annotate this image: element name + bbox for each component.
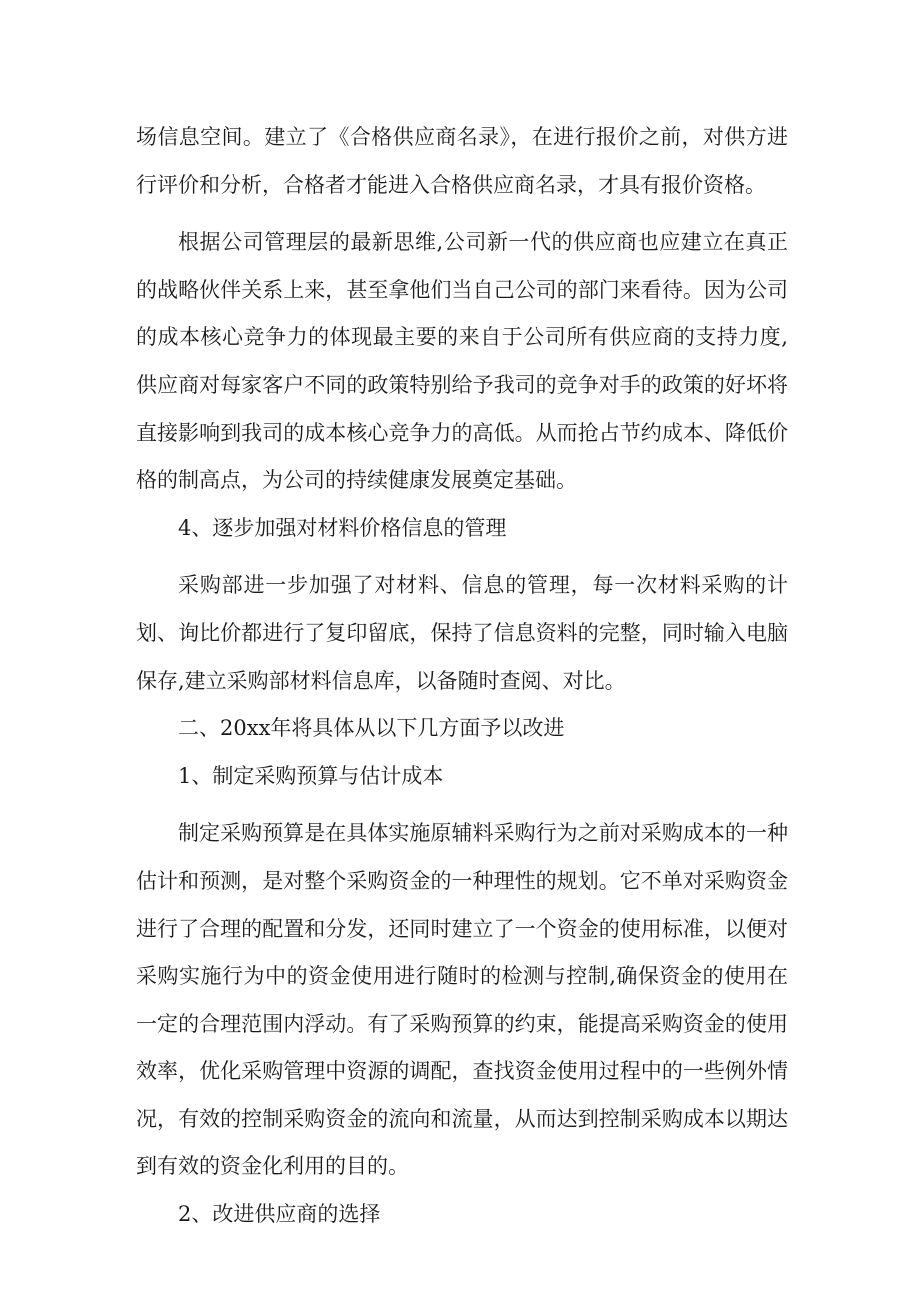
paragraph-1: 场信息空间。建立了《合格供应商名录》，在进行报价之前，对供方进行评价和分析，合格者才能进入合格供应商名录，才具有报价资格。 — [136, 125, 788, 197]
section-heading-improvements: 二、20xx年将具体从以下几方面予以改进 — [178, 716, 565, 741]
section-heading-4: 4、逐步加强对材料价格信息的管理 — [178, 515, 507, 540]
paragraph-3: 采购部进一步加强了对材料、信息的管理，每一次材料采购的计划、询比价都进行了复印留底，保持了信息资料的完整，同时输入电脑保存,建立采购部材料信息库，以备随时查阅、对比。 — [136, 573, 788, 693]
paragraph-4: 制定采购预算是在具体实施原辅料采购行为之前对采购成本的一种估计和预测，是对整个采购资金的一种理性的规划。它不单对采购资金进行了合理的配置和分发，还同时建立了一个资金的使用标准，以便对采购实施行为中的资金使用进行随时的检测与控制,确保资金的使用在一定的合理范围内浮动。有了采购预算的约束，能提高采购资金的使用效率，优化采购管理中资源的调配，查找资金使用过程中的一些例外情况，有效的控制采购资金的流向和流量，从而达到控制采购成本以期达到有效的资金化利用的目的。 — [136, 821, 788, 1179]
section-heading-2: 2、改进供应商的选择 — [178, 1202, 381, 1227]
section-heading-1: 1、制定采购预算与估计成本 — [178, 763, 444, 788]
paragraph-2: 根据公司管理层的最新思维,公司新一代的供应商也应建立在真正的战略伙伴关系上来，甚至拿他们当自己公司的部门来看待。因为公司的成本核心竞争力的体现最主要的来自于公司所有供应商的支持力度,供应商对每家客户不同的政策特别给予我司的竞争对手的政策的好坏将直接影响到我司的成本核心竞争力的高低。从而抢占节约成本、降低价格的制高点，为公司的持续健康发展奠定基础。 — [136, 230, 788, 493]
